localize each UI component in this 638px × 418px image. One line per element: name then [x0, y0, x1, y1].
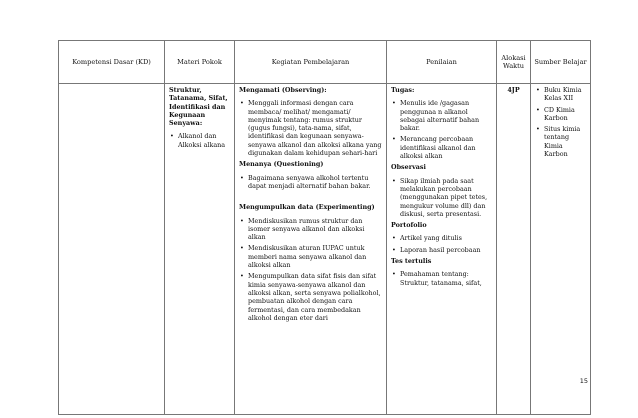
materi-heading: Struktur, Tatanama, Sifat, Identifikasi dan Kegunaan Senyawa:: [169, 86, 228, 128]
list-item: • Bagaimana senyawa alkohol tertentu dapat menjadi alternatif bahan bakar.: [239, 174, 382, 191]
list-item: • Mengumpulkan data sifat fisis dan sifat kimia senyawa-senyawa alkanol dan alkoksi alkan, serta senyawa polialkohol, pembuatan alkohol dengan cara fermentasi, dan cara membedakan alkohol dengan eter dari: [239, 272, 382, 322]
alokasi-value: 4JP: [507, 86, 520, 94]
tes-list: [391, 270, 492, 287]
content-row: [59, 84, 591, 415]
list-item: • CD Kimia Karbon: [535, 106, 586, 123]
header-materi: Materi Pokok: [165, 41, 235, 84]
header-penilaian: Penilaian: [387, 41, 497, 84]
observasi-list: [391, 177, 492, 218]
section-title-mengamati: Mengamati (Observing):: [239, 86, 327, 94]
header-row: [59, 41, 591, 84]
header-sumber: Sumber Belajar: [531, 41, 591, 84]
section-title-tes-tertulis: Tes tertulis: [391, 257, 432, 266]
list-item: • Laporan hasil percobaan: [391, 246, 492, 254]
menanya-list: [239, 174, 382, 191]
list-item: • Mendiskusikan aturan IUPAC untuk memberi nama senyawa alkanol dan alkoksi alkan: [239, 244, 382, 269]
page-number: 15: [579, 377, 588, 385]
list-item: • Menulis ide /gagasan penggunaa n alkanol sebagai alternatif bahan bakar.: [391, 99, 492, 132]
header-kd: Kompetensi Dasar (KD): [59, 41, 165, 84]
header-alokasi: Alokasi Waktu: [497, 41, 531, 84]
syllabus-table: [58, 40, 591, 415]
materi-cell: [165, 84, 235, 415]
section-title-menanya: Menanya (Questioning): [239, 160, 324, 169]
list-item: • Merancang percobaan identifikasi alkanol dan alkoksi alkan: [391, 135, 492, 160]
mengumpulkan-list: [239, 217, 382, 323]
kegiatan-cell: [235, 84, 387, 415]
list-item: • Mendiskusikan rumus struktur dan isomer senyawa alkanol dan alkoksi alkan: [239, 217, 382, 242]
alokasi-cell: [497, 84, 531, 415]
materi-list: [169, 132, 230, 149]
penilaian-cell: [387, 84, 497, 415]
tugas-list: [391, 99, 492, 160]
sumber-cell: [531, 84, 591, 415]
list-item: • Artikel yang ditulis: [391, 234, 492, 242]
portofolio-list: [391, 234, 492, 254]
list-item: • Buku Kimia Kelas XII: [535, 86, 586, 103]
list-item: • Sikap ilmiah pada saat melakukan percobaan (menggunakan pipet tetes, mengukur volume dll) dan diskusi, serta presentasi.: [391, 177, 492, 218]
section-title-tugas: Tugas:: [391, 86, 415, 94]
mengamati-list: [239, 99, 382, 157]
sumber-list: [535, 86, 586, 158]
list-item: • Situs kimia tentang Kimia Karbon: [535, 125, 586, 158]
header-kegiatan: Kegiatan Pembelajaran: [235, 41, 387, 84]
list-item: • Menggali informasi dengan cara membaca/ melihat/ mengamati/ menyimak tentang: rumus struktur (gugus fungsi), tata-nama, sifat, identifikasi dan kegunaan senyawa-senyawa alkanol dan alkoksi alkana yang digunakan dalam kehidupan sehari-hari: [239, 99, 382, 157]
section-title-observasi: Observasi: [391, 163, 426, 172]
kd-cell: [59, 84, 165, 415]
list-item: • Alkanol dan Alkoksi alkana: [169, 132, 230, 149]
list-item: • Pemahaman tentang: Struktur, tatanama, sifat,: [391, 270, 492, 287]
section-title-mengumpulkan: Mengumpulkan data (Experimenting): [239, 203, 375, 212]
section-title-portofolio: Portofolio: [391, 221, 427, 230]
